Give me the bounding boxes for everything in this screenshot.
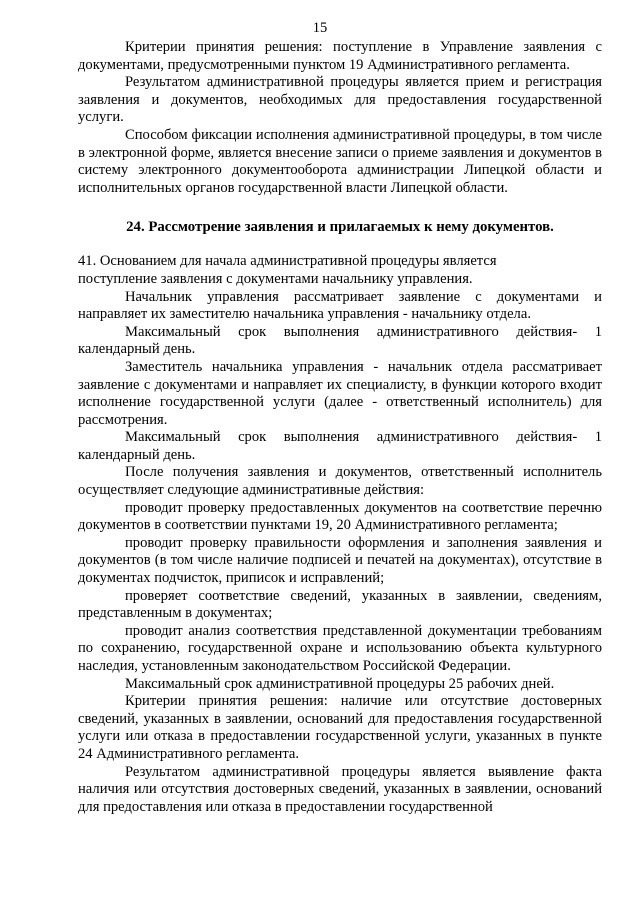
item-41-line: 41. Основанием для начала административной процедуры является: [78, 253, 497, 270]
paragraph: Критерии принятия решения: поступление в Управление заявления с документами, предусмотренными пунктом 19 Административного регламента.: [78, 39, 602, 73]
paragraph: проверяет соответствие сведений, указанных в заявлении, сведениям, представленным в документах;: [78, 587, 602, 622]
section-heading: 24. Рассмотрение заявления и прилагаемых к нему документов.: [126, 219, 554, 236]
paragraph: Максимальный срок административной процедуры 25 рабочих дней.: [125, 675, 555, 692]
paragraph: Максимальный срок выполнения административного действия- 1 календарный день.: [78, 323, 602, 358]
paragraph: проводит анализ соответствия представленной документации требованиям по сохранению, государственной охране и использованию объекта культурного наследия, установленным законодательством Российской Федерации.: [78, 622, 602, 674]
paragraph: Максимальный срок выполнения административного действия- 1 календарный день.: [78, 429, 602, 463]
paragraph: Способом фиксации исполнения административной процедуры, в том числе в электронной форме, является внесение записи о приеме заявления и документов в систему электронного документооборота администрации Липецкой области и исполнительных органов государственной власти Липецкой области.: [78, 126, 602, 196]
paragraph: проводит проверку правильности оформления и заполнения заявления и документов (в том числе наличие подписей и печатей на документах), отсутствие в документах подчисток, приписок и исправлений;: [78, 534, 602, 587]
paragraph: Заместитель начальника управления - начальник отдела рассматривает заявление с документами и направляет их специалисту, в функции которого входит исполнение государственной услуги (далее - ответственный исполнитель) для рассмотрения.: [78, 358, 602, 428]
paragraph: Результатом административной процедуры является прием и регистрация заявления и документов, необходимых для предоставления государственной услуги.: [78, 74, 602, 126]
document-body: [78, 39, 602, 816]
paragraph: Результатом административной процедуры является выявление факта наличия или отсутствия достоверных сведений, указанных в заявлении, оснований для предоставления или отказа в предоставлении государственной: [78, 763, 602, 815]
item-41-line: поступление заявления с документами начальнику управления.: [78, 270, 473, 287]
paragraph: Начальник управления рассматривает заявление с документами и направляет их заместителю начальника управления - начальнику отдела.: [78, 288, 602, 323]
paragraph: Критерии принятия решения: наличие или отсутствие достоверных сведений, указанных в заявлении, оснований для предоставления государственной услуги или отказа в предоставлении государственной услуги, указанных в пункте 24 Административного регламента.: [78, 693, 602, 762]
paragraph: После получения заявления и документов, ответственный исполнитель осуществляет следующие административные действия:: [78, 464, 602, 499]
paragraph: проводит проверку предоставленных документов на соответствие перечню документов в соответствии пунктами 19, 20 Административного регламента;: [78, 499, 602, 534]
item-41: [78, 253, 602, 288]
page-number: 15: [312, 20, 328, 36]
